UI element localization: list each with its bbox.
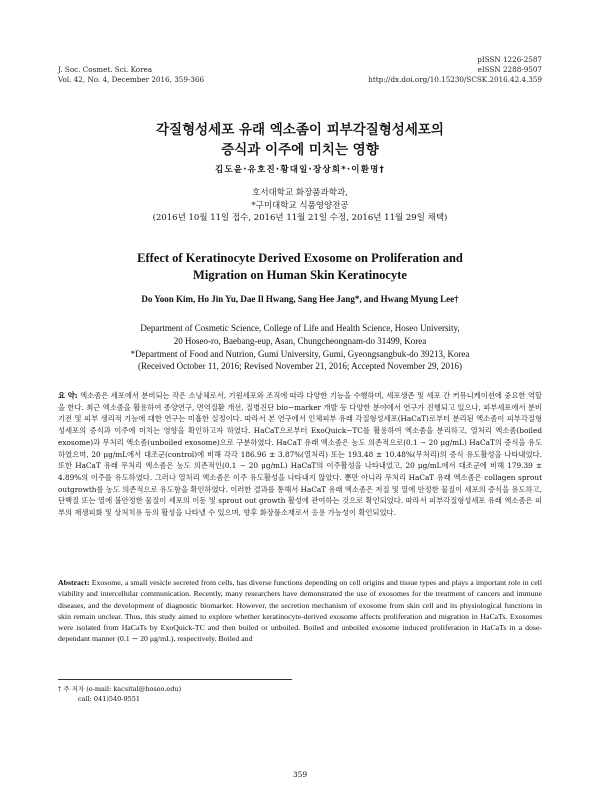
footnote-divider: [58, 679, 292, 680]
doi-link[interactable]: http://dx.doi.org/10.15230/SCSK.2016.42.4.359: [368, 75, 542, 84]
english-abstract: [58, 577, 542, 645]
journal-name: J. Soc. Cosmet. Sci. Korea: [58, 65, 153, 74]
page-number: 359: [292, 770, 308, 779]
english-title: [0, 250, 600, 284]
english-affiliation-3: *Department of Food and Nutrion, Gumi University, Gumi, Gyeongsangbuk-do 39213, Korea: [130, 348, 470, 359]
english-abstract-text: Exosome, a small vesicle secreted from cells, has diverse functions depending on cell origins and tissue types and plays a important role in cell viability and intercellular communication. Recently, many researchers have demonstrated the use of exosomes for the treatment of cancers and immune diseases, and the development of diagnostic biomarker. However, the secretion mechanism of exosome from skin cell and its physiological functions in skin remain unclear. Thus, this study aimed to explore whether keratinocyte-derived exosome affects proliferation and migration in HaCaTs. Exosomes were isolated from HaCaTs by ExoQuick-TC and then boiled or unboiled. Boiled and unboiled exosome induced proliferation in HaCaTs in a dose-dependant manner (0.1 ∼ 20 μg/mL), respectively. Boiled and: [58, 578, 542, 644]
korean-dates: (2016년 10월 11일 접수, 2016년 11월 21일 수정, 2016년 11월 29일 채택): [152, 213, 448, 223]
english-affiliations: [0, 322, 600, 373]
issn-info: [368, 55, 542, 85]
journal-info: [58, 65, 204, 85]
english-title-line-2: Migration on Human Skin Keratinocyte: [193, 268, 407, 282]
footnote-corresponding-author: † 주 저자 (e-mail: kacsital@hoseo.edu): [58, 685, 182, 693]
korean-affiliation-2: *구미대학교 식품영양전공: [251, 200, 349, 211]
english-abstract-label: Abstract:: [58, 578, 90, 587]
english-affiliation-2: 20 Hoseo-ro, Baebang-eup, Asan, Chungcheongnam-do 31499, Korea: [173, 335, 427, 346]
korean-abstract-label: 요 약:: [58, 391, 78, 400]
korean-authors: 김도윤·유호진·황대일·장상희*·이환명†: [215, 165, 385, 175]
eissn: eISSN 2288-9507: [477, 65, 542, 74]
korean-affiliations: [0, 187, 600, 225]
english-authors: Do Yoon Kim, Ho Jin Yu, Dae Il Hwang, Sang Hee Jang*, and Hwang Myung Lee†: [141, 294, 459, 304]
korean-title-line-1: 각질형성세포 유래 엑소좀이 피부각질형성세포의: [156, 122, 444, 138]
footnote-phone: call: 041)540-9551: [78, 695, 141, 703]
korean-title: [0, 120, 600, 160]
english-title-line-1: Effect of Keratinocyte Derived Exosome on Proliferation and: [137, 251, 463, 265]
korean-abstract: [58, 390, 542, 519]
korean-affiliation-1: 호서대학교 화장품과학과,: [252, 188, 348, 198]
english-dates: (Received October 11, 2016; Revised November 21, 2016; Accepted November 29, 2016): [137, 361, 463, 372]
korean-title-line-2: 증식과 이주에 미치는 영향: [221, 142, 379, 158]
pissn: pISSN 1226-2587: [477, 55, 542, 64]
footnote: [58, 684, 181, 704]
korean-abstract-text: 엑소좀은 세포에서 분비되는 작은 소낭체로서, 기원세포와 조직에 따라 다양한 기능을 수행하며, 세포생존 및 세포 간 커뮤니케이션에 중요한 역할을 한다. 최근 엑소좀을 활용하여 종양연구, 면역질환 개선, 질병진단 bio−marker 개발 등 다양한 분야에서 연구가 진행되고 있으나, 피부세포에서 분비기전 및 피부 생리적 기능에 대한 연구는 미흡한 실정이다. 따라서 본 연구에서 인체피부 유래 각질형성세포(HaCaT)로부터 분리된 엑소좀이 피부각질형성세포의 증식과 이주에 미치는 영향을 확인하고자 하였다. HaCaT으로부터 ExoQuick−TC를 활용하여 엑소좀을 분리하고, 열처리 엑소좀(boiled exosome)과 무처리 엑소좀(unboiled exosome)으로 구분하였다. HaCaT 유래 엑소좀은 농도 의존적으로(0.1 ∼ 20 μg/mL) HaCaT의 증식을 유도하였으며, 20 μg/mL에서 대조군(control)에 비해 각각 186.96 ± 3.87%(열처리) 또는 193.48 ± 10.48%(무처리)의 증식 유도활성을 나타내었다. 또한 HaCaT 유래 무처리 엑소좀은 농도 의존적인(0.1 ∼ 20 μg/mL) HaCaT의 이주활성을 나타내었고, 20 μg/mL에서 대조군에 비해 179.39 ± 4.89%의 이주를 유도하였다. 그러나 열처리 엑소좀은 이주 유도활성을 나타내지 않았다. 뿐만 아니라 무처리 HaCaT 유래 엑소좀은 collagen sprout outgrowth를 농도 의존적으로 유도함을 확인하였다. 이러한 결과를 통해서 HaCaT 유래 엑소좀은 저질 및 열에 안정한 물질이 세포의 증식을 유도하고, 단백질 또는 열에 불안정한 물질이 세포의 이동 및 sprout out growth 활성에 관여하는 것으로 확인되었다. 따라서 피부각질형성세포 유래 엑소좀은 피부의 재생피화 및 상처치유 등의 활성을 나타낼 수 있으며, 향후 화장품소재로서 응용 가능성이 확인되었다.: [58, 391, 542, 518]
english-affiliation-1: Department of Cosmetic Science, College of Life and Health Science, Hoseo University,: [140, 323, 460, 333]
journal-volume: Vol. 42, No. 4, December 2016, 359-366: [58, 75, 205, 84]
